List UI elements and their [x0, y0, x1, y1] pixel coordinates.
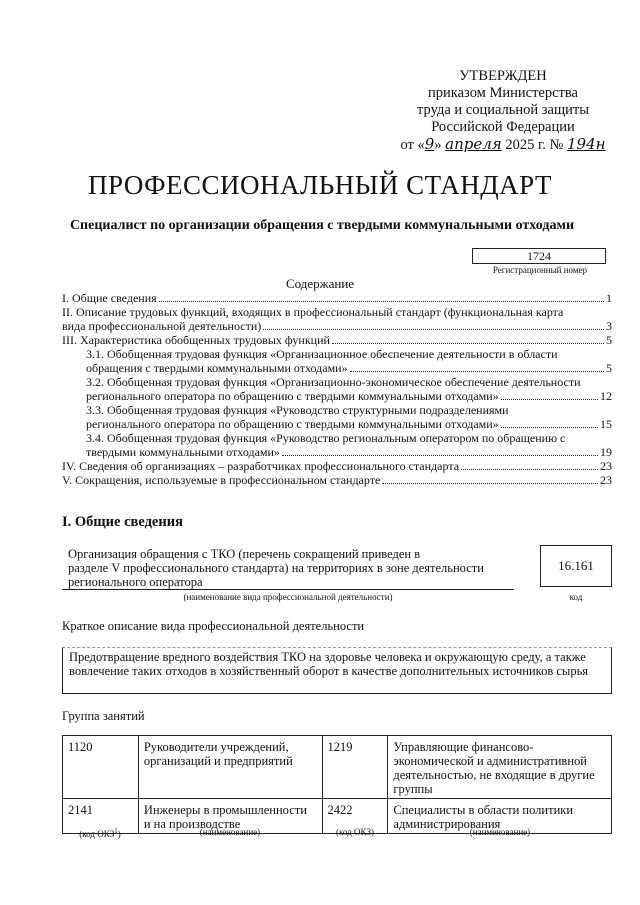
table-of-contents — [62, 291, 612, 487]
toc-leader — [461, 469, 598, 470]
toc-page: 23 — [600, 473, 612, 487]
toc-item-text: 3.2. Обобщенная трудовая функция «Организационно-экономическое обеспечение деятельности — [86, 375, 581, 389]
page-title: ПРОФЕССИОНАЛЬНЫЙ СТАНДАРТ — [87, 170, 553, 200]
toc-item[interactable] — [62, 431, 612, 459]
toc-leader — [263, 329, 604, 330]
toc-item-text: 3.3. Обобщенная трудовая функция «Руководство структурными подразделениями — [86, 403, 509, 417]
date-prefix: от « — [400, 137, 425, 153]
toc-page: 5 — [606, 361, 612, 375]
toc-page: 5 — [606, 333, 612, 347]
approval-stamp — [388, 68, 618, 154]
toc-item[interactable] — [62, 473, 612, 487]
toc-item-text: вида профессиональной деятельности) — [62, 319, 262, 333]
toc-item-text: 3.4. Обобщенная трудовая функция «Руководство региональным оператором по обращению с — [86, 431, 566, 445]
activity-line: Организация обращения с ТКО (перечень сокращений приведен в — [68, 547, 421, 561]
toc-line — [62, 403, 612, 417]
registration-caption: Регистрационный номер — [492, 265, 588, 275]
toc-leader — [501, 399, 598, 400]
occupation-table — [62, 735, 612, 834]
okz-code: 2141 — [63, 799, 139, 834]
toc-line — [62, 389, 612, 403]
toc-item-text: регионального оператора по обращению с твердыми коммунальными отходами» — [86, 417, 499, 431]
toc-item[interactable] — [62, 291, 612, 305]
toc-item-text: I. Общие сведения — [62, 291, 157, 305]
activity-name — [62, 547, 514, 590]
okz-code-caption: (код ОКЗ) — [336, 827, 374, 837]
toc-item-text: 3.1. Обобщенная трудовая функция «Организационное обеспечение деятельности в области — [86, 347, 558, 361]
occupation-table-captions — [62, 827, 612, 839]
toc-line — [62, 431, 612, 445]
activity-line: регионального оператора — [68, 575, 203, 589]
toc-leader — [282, 455, 598, 456]
toc-item-text: твердыми коммунальными отходами» — [86, 445, 280, 459]
brief-description-label: Краткое описание вида профессиональной деятельности — [62, 619, 365, 633]
toc-item[interactable] — [62, 305, 612, 333]
registration-number: 1724 — [472, 248, 606, 264]
caption-text: (код ОКЗ — [79, 829, 115, 839]
toc-line — [62, 445, 612, 459]
occupation-group-label: Группа занятий — [62, 709, 145, 723]
date-day: 9 — [424, 135, 435, 153]
toc-leader — [501, 427, 598, 428]
order-number: 194н — [567, 135, 606, 153]
footnote-mark: 1 — [114, 827, 118, 835]
toc-item[interactable] — [62, 347, 612, 375]
occupation-name: Руководители учреждений, организаций и предприятий — [138, 736, 322, 799]
activity-code: 16.161 — [540, 545, 612, 587]
toc-item-text: регионального оператора по обращению с твердыми коммунальными отходами» — [86, 389, 499, 403]
date-year: 2025 г. № — [505, 137, 564, 153]
toc-item-text: обращения с твердыми коммунальными отходами» — [86, 361, 348, 375]
section-heading: I. Общие сведения — [62, 514, 183, 530]
occupation-name: Инженеры в промышленности и на производстве — [138, 799, 322, 834]
okz-code: 1120 — [63, 736, 139, 799]
toc-page: 1 — [606, 291, 612, 305]
approval-line: Российской Федерации — [431, 119, 575, 135]
table-row — [63, 736, 612, 799]
date-month: апреля — [445, 135, 502, 153]
toc-item[interactable] — [62, 403, 612, 431]
toc-page: 19 — [600, 445, 612, 459]
toc-item[interactable] — [62, 333, 612, 347]
okz-code-caption — [62, 827, 138, 839]
occupation-name: Управляющие финансово-экономической и административной деятельностью, не входящие в другие группы — [388, 736, 612, 799]
code-caption: код — [569, 592, 583, 602]
toc-page: 15 — [600, 417, 612, 431]
toc-leader — [382, 483, 598, 484]
toc-item[interactable] — [62, 459, 612, 473]
toc-page: 23 — [600, 459, 612, 473]
brief-description: Предотвращение вредного воздействия ТКО на здоровье человека и окружающую среду, а также вовлечение таких отходов в хозяйственный оборот в качестве дополнительных источников сырья — [62, 647, 612, 694]
approval-line: труда и социальной защиты — [417, 102, 589, 118]
toc-line — [62, 417, 612, 431]
name-caption: (наименование) — [469, 827, 531, 837]
toc-item-text: V. Сокращения, используемые в профессиональном стандарте — [62, 473, 381, 487]
toc-item-text: IV. Сведения об организациях – разработчиках профессионального стандарта — [62, 459, 460, 473]
occupation-name: Специалисты в области политики администрирования — [388, 799, 612, 834]
activity-caption: (наименование вида профессиональной деятельности) — [183, 592, 393, 602]
toc-line — [62, 305, 612, 319]
toc-leader — [350, 371, 604, 372]
standard-subtitle: Специалист по организации обращения с твердыми коммунальными отходами — [69, 218, 575, 233]
activity-line: разделе V профессионального стандарта) на территориях в зоне деятельности — [68, 561, 484, 575]
toc-line — [62, 319, 612, 333]
toc-leader — [159, 301, 604, 302]
toc-leader — [332, 343, 604, 344]
toc-line — [62, 347, 612, 361]
caption-text: ) — [117, 829, 121, 839]
okz-code: 2422 — [322, 799, 388, 834]
approval-line: УТВЕРЖДЕН — [459, 68, 547, 84]
toc-page: 3 — [606, 319, 612, 333]
toc-line — [62, 375, 612, 389]
toc-item-text: III. Характеристика обобщенных трудовых функций — [62, 333, 330, 347]
toc-item-text: II. Описание трудовых функций, входящих в профессиональный стандарт (функциональная карта — [62, 305, 564, 319]
toc-title: Содержание — [285, 276, 355, 291]
okz-code: 1219 — [322, 736, 388, 799]
date-mid: » — [434, 137, 442, 153]
toc-line — [62, 361, 612, 375]
name-caption: (наименование) — [199, 827, 261, 837]
approval-line: приказом Министерства — [428, 85, 578, 101]
toc-page: 12 — [600, 389, 612, 403]
toc-item[interactable] — [62, 375, 612, 403]
approval-date — [388, 136, 618, 154]
